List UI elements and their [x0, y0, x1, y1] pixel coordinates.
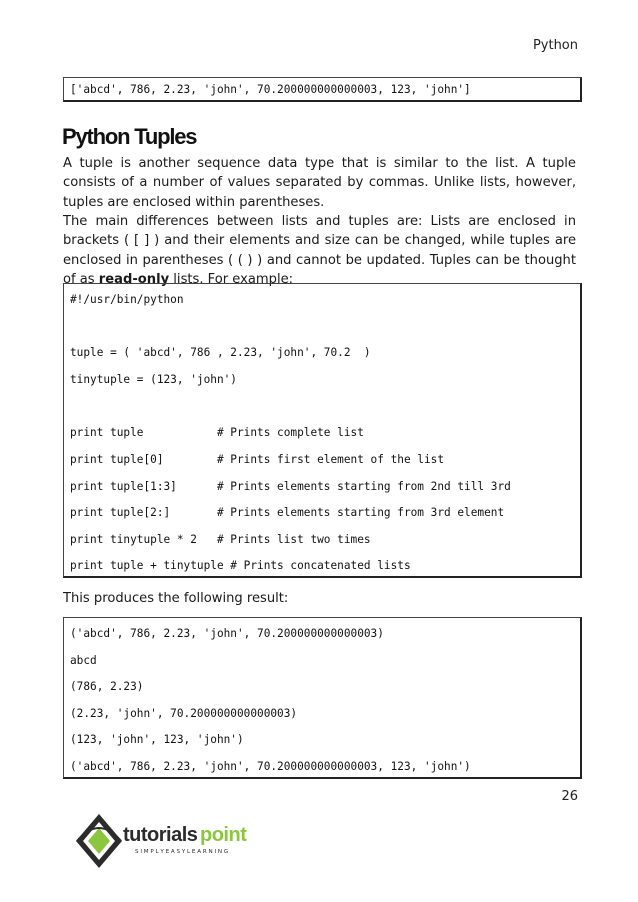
- code-line: print tuple[0] # Prints first element of the list: [70, 453, 445, 466]
- logo-word-1: tutorials: [123, 824, 198, 846]
- section-title: Python Tuples: [62, 124, 197, 149]
- code-line: print tuple + tinytuple # Prints concatenated lists: [70, 559, 411, 572]
- code-line: print tuple[2:] # Prints elements starting from 3rd element: [70, 506, 505, 519]
- paragraph-differences-bold: read-only: [98, 271, 170, 287]
- code-line: #!/usr/bin/python: [70, 293, 184, 306]
- page-number: 26: [561, 789, 578, 804]
- result-line: (2.23, 'john', 70.200000000000003): [70, 707, 298, 720]
- code-line: tinytuple = (123, 'john'): [70, 373, 237, 386]
- result-line: (123, 'john', 123, 'john'): [70, 733, 244, 746]
- paragraph-result-intro: This produces the following result:: [63, 591, 289, 606]
- result-output-box: [63, 617, 582, 779]
- tutorialspoint-logo: [73, 811, 273, 871]
- previous-output-box: [63, 77, 582, 102]
- paragraph-differences-text: The main differences between lists and tuples are: Lists are enclosed in brackets ( [ ] ) and their elements and size can be changed, while tuples are enclosed in parentheses ( ( ) ) and cannot be updated. Tuples can be thought of as: [63, 214, 576, 287]
- logo-word-2: point: [200, 824, 247, 846]
- code-line: print tinytuple * 2 # Prints list two times: [70, 533, 371, 546]
- paragraph-differences-tail: lists. For example:: [169, 271, 294, 287]
- previous-output-line: ['abcd', 786, 2.23, 'john', 70.200000000000003, 123, 'john']: [70, 83, 471, 96]
- result-line: ('abcd', 786, 2.23, 'john', 70.200000000000003): [70, 627, 384, 640]
- code-line: print tuple # Prints complete list: [70, 426, 364, 439]
- paragraph-intro: A tuple is another sequence data type that is similar to the list. A tuple consists of a number of values separated by commas. Unlike lists, however, tuples are enclosed within parentheses.: [63, 156, 576, 210]
- result-line: (786, 2.23): [70, 680, 144, 693]
- paragraph-differences: [63, 212, 576, 289]
- code-example-box: [63, 283, 582, 578]
- result-line: ('abcd', 786, 2.23, 'john', 70.200000000000003, 123, 'john'): [70, 760, 471, 773]
- result-line: abcd: [70, 654, 97, 667]
- logo-mark-icon: [76, 814, 122, 868]
- running-header: Python: [532, 38, 578, 53]
- logo-tagline: S I M P L Y E A S Y L E A R N I N G: [135, 849, 229, 855]
- code-line: tuple = ( 'abcd', 786 , 2.23, 'john', 70.2 ): [70, 346, 371, 359]
- code-line: print tuple[1:3] # Prints elements starting from 2nd till 3rd: [70, 480, 511, 493]
